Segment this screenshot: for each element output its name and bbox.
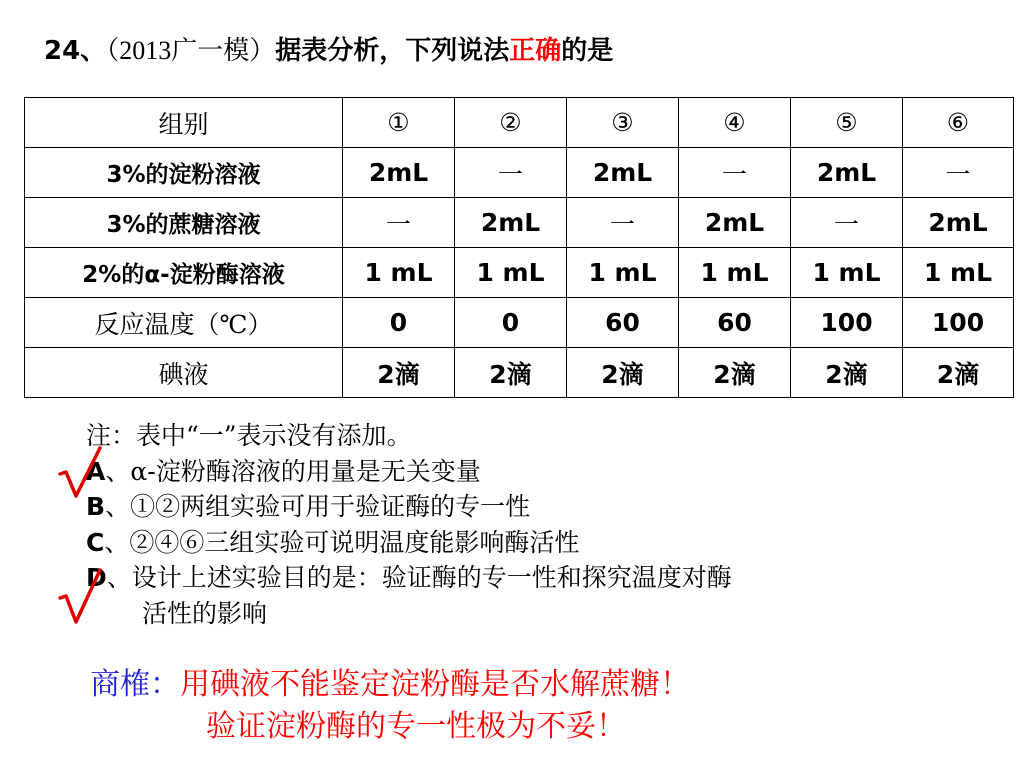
table-cell: 一 (567, 198, 679, 248)
option-text: 、①②两组实验可用于验证酶的专一性 (105, 492, 531, 521)
table-cell: 2滴 (679, 348, 791, 398)
table-header-cell: ③ (567, 98, 679, 148)
table-cell: 一 (455, 148, 567, 198)
table-cell: 2滴 (791, 348, 903, 398)
option-letter: A (86, 456, 106, 486)
table-row (25, 148, 1014, 198)
table-cell: 1 mL (455, 248, 567, 298)
table-cell: 1 mL (903, 248, 1014, 298)
table-cell: 1 mL (679, 248, 791, 298)
question-source: （2013广一模） (106, 36, 276, 65)
option-b (86, 489, 732, 525)
table-cell: 100 (903, 298, 1014, 348)
table-cell: 一 (903, 148, 1014, 198)
table-cell: 2滴 (567, 348, 679, 398)
table-cell: 0 (455, 298, 567, 348)
option-letter: C (86, 527, 105, 557)
table-cell: 1 mL (343, 248, 455, 298)
table-cell: 2滴 (903, 348, 1014, 398)
table-row (25, 298, 1014, 348)
table-header-cell: ① (343, 98, 455, 148)
table-header-row (25, 98, 1014, 148)
table-cell: 一 (791, 198, 903, 248)
table-cell: 2mL (567, 148, 679, 198)
notes-section (86, 418, 732, 631)
table-cell: 1 mL (567, 248, 679, 298)
row-label: 3%的蔗糖溶液 (25, 198, 343, 248)
table-cell: 1 mL (791, 248, 903, 298)
table-cell: 一 (343, 198, 455, 248)
check-mark-a-icon (56, 444, 106, 508)
row-label: 碘液 (25, 348, 343, 398)
table-cell: 2mL (455, 198, 567, 248)
table-cell: 2mL (903, 198, 1014, 248)
table-cell: 0 (343, 298, 455, 348)
table-cell: 100 (791, 298, 903, 348)
table-cell: 2滴 (343, 348, 455, 398)
table-row (25, 248, 1014, 298)
question-number: 24、 (44, 36, 107, 66)
table-cell: 2mL (791, 148, 903, 198)
option-a (86, 454, 732, 490)
check-mark-d-icon (56, 566, 106, 630)
option-text: 、②④⑥三组实验可说明温度能影响酶活性 (104, 527, 580, 557)
table-cell: 60 (679, 298, 791, 348)
question-text: 据表分析，下列说法 (275, 36, 510, 66)
table-cell: 60 (567, 298, 679, 348)
row-label: 反应温度（℃） (25, 298, 343, 348)
table-header-cell: 组别 (25, 98, 343, 148)
option-letter: B (86, 492, 106, 521)
table-header-cell: ② (455, 98, 567, 148)
table-note: 注：表中“一”表示没有添加。 (86, 421, 412, 450)
comment-line-2: 验证淀粉酶的专一性极为不妥！ (206, 709, 626, 744)
option-c (86, 525, 732, 561)
comment-line-1: 用碘液不能鉴定淀粉酶是否水解蔗糖！ (180, 667, 690, 702)
table-cell: 2滴 (455, 348, 567, 398)
table-header-cell: ⑤ (791, 98, 903, 148)
experiment-table (24, 97, 1014, 398)
table-cell: 2mL (679, 198, 791, 248)
table-cell: 一 (679, 148, 791, 198)
table-row (25, 198, 1014, 248)
question-text-end: 的是 (561, 36, 614, 66)
option-d (86, 560, 732, 596)
table-row (25, 348, 1014, 398)
table-header-cell: ⑥ (903, 98, 1014, 148)
question-highlight: 正确 (509, 36, 562, 66)
comment-section (90, 664, 690, 748)
comment-label: 商榷： (90, 667, 180, 702)
table-header-cell: ④ (679, 98, 791, 148)
row-label: 2%的α-淀粉酶溶液 (25, 248, 343, 298)
option-letter: D (86, 563, 107, 592)
table-cell: 2mL (343, 148, 455, 198)
option-text: 、α-淀粉酶溶液的用量是无关变量 (105, 456, 481, 486)
question-stem (44, 34, 613, 68)
row-label: 3%的淀粉溶液 (25, 148, 343, 198)
option-d-continuation: 活性的影响 (142, 598, 268, 628)
option-text: 、设计上述实验目的是：验证酶的专一性和探究温度对酶 (106, 563, 732, 592)
